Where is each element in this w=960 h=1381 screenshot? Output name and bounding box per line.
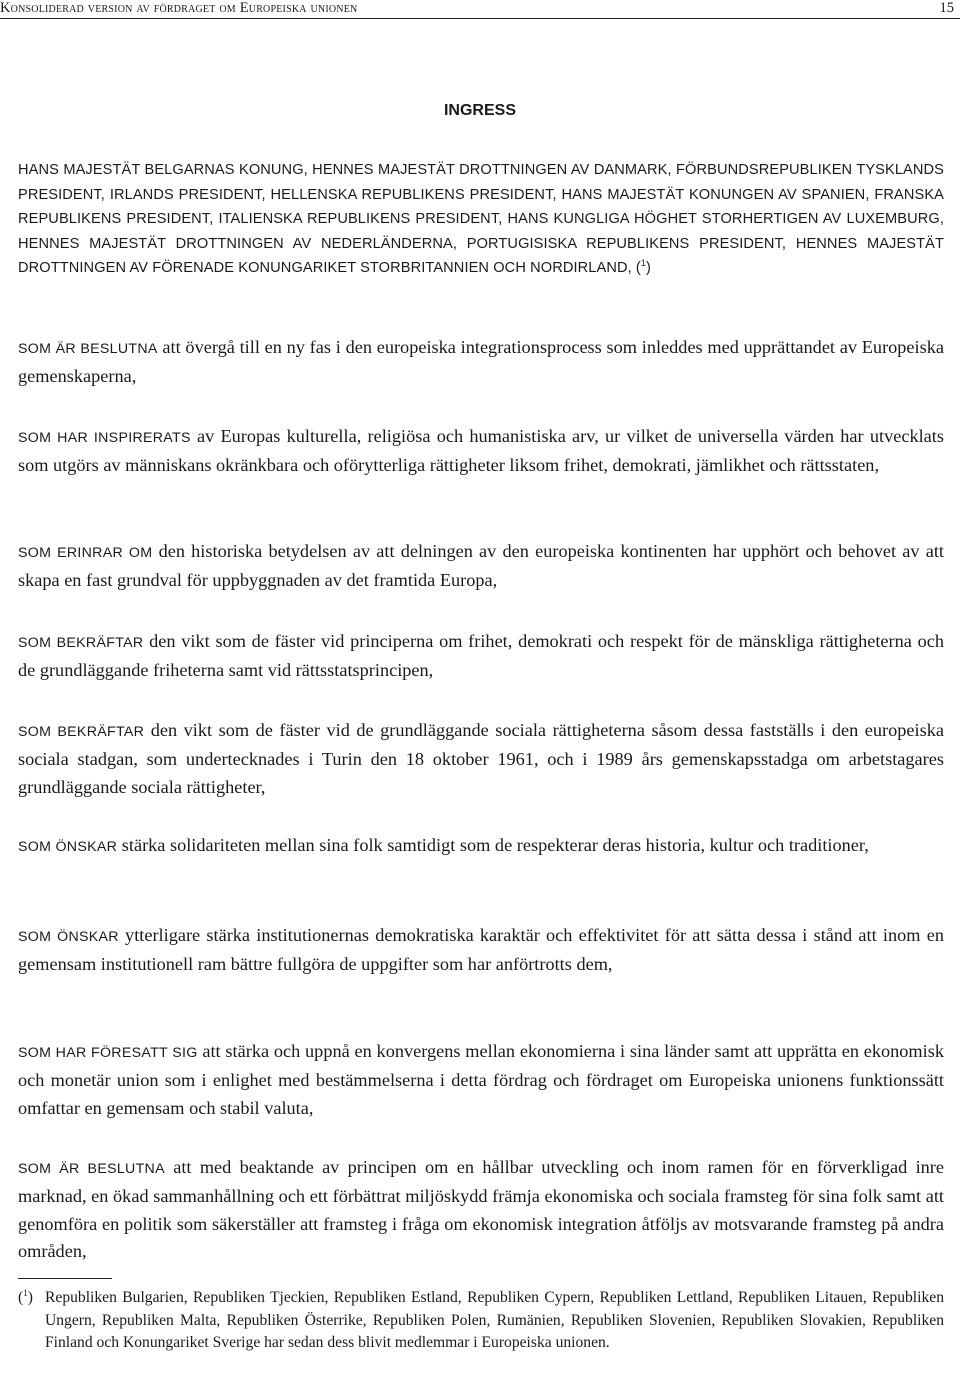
recital-text: att stärka och uppnå en konvergens mellan ekonomierna i sina länder samt att upprätta en ekonomisk och monetär union som i enlighet med bestämmelserna i detta fördrag och fördraget om Europeiska unionens funktionssätt omfattar en gemensam och stabil valuta, [18, 1041, 944, 1118]
running-header [0, 0, 960, 19]
footnote-text: Republiken Bulgarien, Republiken Tjeckien, Republiken Estland, Republiken Cypern, Republiken Lettland, Republiken Litauen, Republiken Ungern, Republiken Malta, Republiken Österrike, Republiken Polen, Rumänien, Republiken Slovenien, Republiken Slovakien, Republiken Finland och Konungariket Sverige har sedan dess blivit medlemmar i Europeiska unionen. [45, 1289, 944, 1352]
recital-text: den vikt som de fäster vid de grundläggande sociala rättigheterna såsom dessa fastställs i den europeiska sociala stadgan, som undertecknades i Turin den 18 oktober 1961, och i 1989 års gemenskapsstadga om arbetstagares grundläggande sociala rättigheter, [18, 720, 944, 797]
recital [18, 717, 944, 801]
heads-of-state-text: HANS MAJESTÄT BELGARNAS KONUNG, HENNES MAJESTÄT DROTTNINGEN AV DANMARK, FÖRBUNDSREPUBLIKEN TYSKLANDS PRESIDENT, IRLANDS PRESIDENT, HELLENSKA REPUBLIKENS PRESIDENT, HANS MAJESTÄT KONUNGEN AV SPANIEN, FRANSKA REPUBLIKENS PRESIDENT, ITALIENSKA REPUBLIKENS PRESIDENT, HANS KUNGLIGA HÖGHET STORHERTIGEN AV LUXEMBURG, HENNES MAJESTÄT DROTTNINGEN AV NEDERLÄNDERNA, PORTUGISISKA REPUBLIKENS PRESIDENT, HENNES MAJESTÄT DROTTNINGEN AV FÖRENADE KONUNGARIKET STORBRITANNIEN OCH NORDIRLAND, ( [18, 162, 944, 277]
recital-text: stärka solidariteten mellan sina folk samtidigt som de respekterar deras historia, kultur och traditioner, [117, 835, 869, 855]
section-heading: INGRESS [443, 102, 516, 119]
recital-lead: SOM HAR INSPIRERATS [18, 430, 191, 446]
footnote-marker [18, 1287, 33, 1310]
recital [18, 1038, 944, 1122]
recital-text: den vikt som de fäster vid principerna om frihet, demokrati och respekt för de mänskliga rättigheterna och de grundläggande friheterna samt vid rättsstatsprincipen, [18, 631, 944, 681]
footnote-marker-number: 1 [23, 1288, 28, 1298]
recital [18, 628, 944, 685]
recital-lead: SOM ÄR BESLUTNA [18, 1161, 165, 1177]
recital-lead: SOM ERINRAR OM [18, 545, 153, 561]
recital-text: att med beaktande av principen om en hållbar utveckling och inom ramen för en förverkligad inre marknad, en ökad sammanhållning och ett förbättrat miljöskydd främja ekonomiska och sociala framsteg för sina folk samt att genomföra en politik som säkerställer att framsteg i fråga om ekonomisk integration åtföljs av motsvarande framsteg på andra områden, [18, 1157, 944, 1261]
recital-lead: SOM HAR FÖRESATT SIG [18, 1045, 198, 1061]
footnote-rule [18, 1278, 112, 1279]
recital-lead: SOM BEKRÄFTAR [18, 724, 145, 740]
recital [18, 538, 944, 595]
recital [18, 922, 944, 979]
recital-lead: SOM ÖNSKAR [18, 929, 119, 945]
recital [18, 1154, 944, 1265]
recital-lead: SOM BEKRÄFTAR [18, 635, 144, 651]
footnote [18, 1287, 944, 1355]
heads-of-state-close: ) [645, 260, 651, 277]
recital-text: ytterligare stärka institutionernas demokratiska karaktär och effektivitet för att sätta dessa i stånd att inom en gemensam institutionell ram bättre fullgöra de uppgifter som har anförtrotts dem, [18, 925, 944, 975]
recital-lead: SOM ÄR BESLUTNA [18, 341, 158, 357]
heads-of-state-paragraph [18, 158, 944, 281]
recital [18, 423, 944, 480]
recital [18, 832, 944, 861]
header-rule [0, 18, 960, 19]
recital-lead: SOM ÖNSKAR [18, 839, 118, 855]
footnote-ref[interactable]: 1 [640, 258, 646, 269]
footnote-marker-open: ( [18, 1289, 24, 1306]
recital-text: av Europas kulturella, religiösa och humanistiska arv, ur vilket de universella värden har utvecklats som utgörs av människans okränkbara och oförytterliga rättigheter liksom frihet, demokrati, jämlikhet och rättsstaten, [18, 426, 944, 476]
recital-text: att övergå till en ny fas i den europeiska integrationsprocess som inleddes med upprättandet av Europeiska gemenskaperna, [18, 337, 944, 387]
recital [18, 334, 944, 391]
recital-text: den historiska betydelsen av att delningen av den europeiska kontinenten har upphört och behovet av att skapa en fast grundval för uppbyggnaden av det framtida Europa, [18, 541, 944, 591]
footnote-marker-close: ) [27, 1289, 33, 1306]
page-number: 15 [939, 0, 954, 16]
running-title: Konsoliderad version av fördraget om Europeiska unionen [0, 0, 358, 16]
